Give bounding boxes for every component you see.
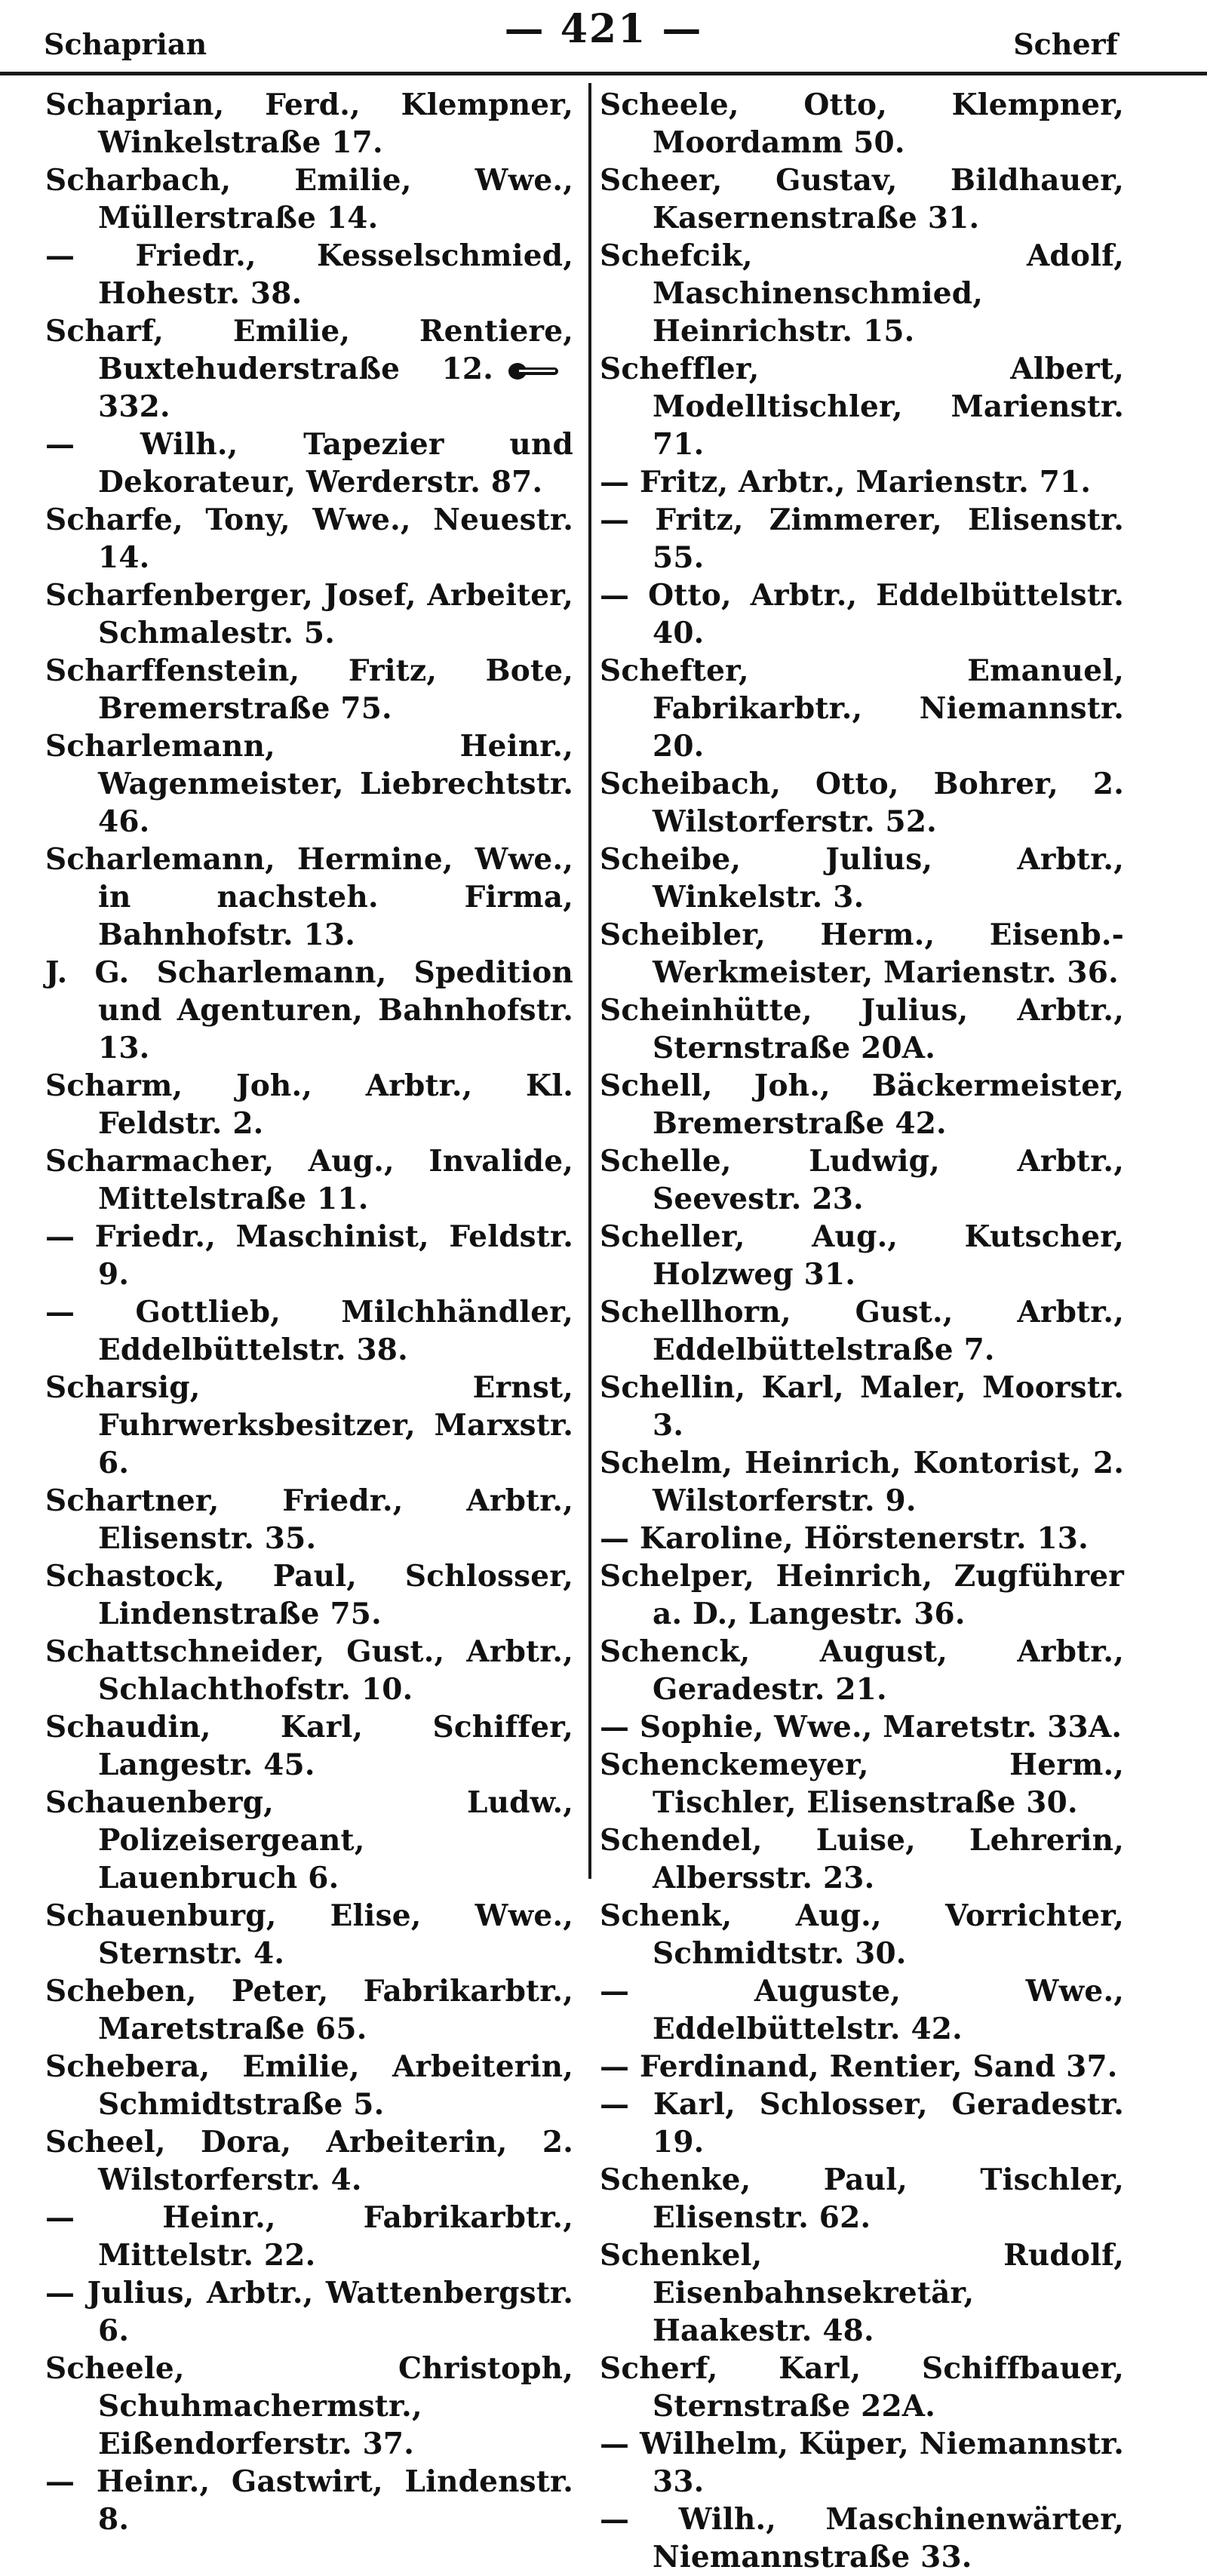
directory-entry: Schenke, Paul, Tischler, Elisenstr. 62.: [600, 2163, 1124, 2235]
directory-entry: Schelper, Heinrich, Zugführer a. D., Langestr. 36.: [600, 1559, 1124, 1631]
directory-entry: — Karl, Schlosser, Geradestr. 19.: [600, 2087, 1124, 2159]
directory-entry: Scheele, Otto, Klempner, Moordamm 50.: [600, 88, 1124, 160]
directory-entry: Scharmacher, Aug., Invalide, Mittelstraße 11.: [45, 1144, 573, 1216]
directory-entry: Scharffenstein, Fritz, Bote, Bremerstraße 75.: [45, 653, 573, 726]
directory-entry: Scharlemann, Hermine, Wwe., in nachsteh. Firma, Bahnhofstr. 13.: [45, 842, 573, 952]
directory-entry: Scheller, Aug., Kutscher, Holzweg 31.: [600, 1219, 1124, 1292]
directory-entry: Scheer, Gustav, Bildhauer, Kasernenstraße 31.: [600, 163, 1124, 235]
directory-entry: Scheele, Christoph, Schuhmachermstr., Eißendorferstr. 37.: [45, 2351, 573, 2461]
directory-entry: Schartner, Friedr., Arbtr., Elisenstr. 35.: [45, 1483, 573, 1556]
directory-entry: Schelle, Ludwig, Arbtr., Seevestr. 23.: [600, 1144, 1124, 1216]
directory-entry: — Otto, Arbtr., Eddelbüttelstr. 40.: [600, 578, 1124, 650]
page-header: [0, 0, 1207, 75]
directory-entry: Scheinhütte, Julius, Arbtr., Sternstraße 20A.: [600, 993, 1124, 1065]
directory-entry: — Friedr., Kesselschmied, Hohestr. 38.: [45, 238, 573, 311]
directory-entry: Scharm, Joh., Arbtr., Kl. Feldstr. 2.: [45, 1068, 573, 1141]
directory-entry: Scharfe, Tony, Wwe., Neuestr. 14.: [45, 503, 573, 575]
directory-entry: Scheffler, Albert, Modelltischler, Marienstr. 71.: [600, 352, 1124, 462]
directory-entry: Schell, Joh., Bäckermeister, Bremerstraße 42.: [600, 1068, 1124, 1141]
directory-entry: Schefter, Emanuel, Fabrikarbtr., Niemannstr. 20.: [600, 653, 1124, 764]
directory-entry: Schaprian, Ferd., Klempner, Winkelstraße 17.: [45, 88, 573, 160]
directory-entry: Schebera, Emilie, Arbeiterin, Schmidtstraße 5.: [45, 2049, 573, 2122]
directory-entry: [45, 312, 573, 426]
telephone-icon: [507, 361, 563, 381]
directory-entry: Scheben, Peter, Fabrikarbtr., Maretstraße 65.: [45, 1974, 573, 2046]
directory-entry: J. G. Scharlemann, Spedition und Agenturen, Bahnhofstr. 13.: [45, 955, 573, 1065]
directory-entry: Scharfenberger, Josef, Arbeiter, Schmalestr. 5.: [45, 578, 573, 650]
directory-entry: Schenkel, Rudolf, Eisenbahnsekretär, Haakestr. 48.: [600, 2238, 1124, 2348]
directory-entry: Scherf, Karl, Schiffbauer, Sternstraße 22A.: [600, 2351, 1124, 2424]
telephone-number: 332.: [98, 389, 170, 424]
directory-entry: Schenck, August, Arbtr., Geradestr. 21.: [600, 1634, 1124, 1707]
directory-entry: Schellin, Karl, Maler, Moorstr. 3.: [600, 1370, 1124, 1443]
directory-entry: Schelm, Heinrich, Kontorist, 2. Wilstorferstr. 9.: [600, 1446, 1124, 1518]
directory-entry: — Fritz, Arbtr., Marienstr. 71.: [600, 465, 1092, 500]
directory-entry: Schefcik, Adolf, Maschinenschmied, Heinrichstr. 15.: [600, 238, 1124, 349]
directory-entry: Schauenberg, Ludw., Polizeisergeant, Lauenbruch 6.: [45, 1785, 573, 1895]
directory-entry: Scharlemann, Heinr., Wagenmeister, Liebrechtstr. 46.: [45, 729, 573, 839]
header-right-catchword: Scherf: [1013, 27, 1118, 61]
directory-entry: — Wilhelm, Küper, Niemannstr. 33.: [600, 2427, 1124, 2499]
directory-entry: — Karoline, Hörstenerstr. 13.: [600, 1521, 1089, 1556]
header-left-catchword: Schaprian: [44, 27, 207, 61]
directory-entry: Schellhorn, Gust., Arbtr., Eddelbüttelstraße 7.: [600, 1295, 1124, 1367]
directory-entry: — Wilh., Maschinenwärter, Niemannstraße 33.: [600, 2502, 1124, 2574]
directory-entry: — Ferdinand, Rentier, Sand 37.: [600, 2049, 1118, 2084]
directory-entry: Schattschneider, Gust., Arbtr., Schlachthofstr. 10.: [45, 1634, 573, 1707]
right-column: [600, 86, 1124, 2576]
entry-text: Scharf, Emilie, Rentiere, Buxtehuderstraße 12.: [45, 314, 573, 386]
directory-entry: Schaudin, Karl, Schiffer, Langestr. 45.: [45, 1710, 573, 1782]
directory-entry: Scharbach, Emilie, Wwe., Müllerstraße 14.: [45, 163, 573, 235]
directory-entry: — Gottlieb, Milchhändler, Eddelbüttelstr. 38.: [45, 1295, 573, 1367]
directory-entry: Scheibler, Herm., Eisenb.-Werkmeister, Marienstr. 36.: [600, 918, 1124, 990]
directory-entry: — Heinr., Fabrikarbtr., Mittelstr. 22.: [45, 2200, 573, 2273]
directory-entry: Schenk, Aug., Vorrichter, Schmidtstr. 30.: [600, 1898, 1124, 1971]
directory-entry: Schendel, Luise, Lehrerin, Albersstr. 23.: [600, 1823, 1124, 1895]
directory-entry: Scharsig, Ernst, Fuhrwerksbesitzer, Marxstr. 6.: [45, 1370, 573, 1480]
directory-entry: Schauenburg, Elise, Wwe., Sternstr. 4.: [45, 1898, 573, 1971]
directory-entry: Schastock, Paul, Schlosser, Lindenstraße 75.: [45, 1559, 573, 1631]
directory-entry: Scheel, Dora, Arbeiterin, 2. Wilstorferstr. 4.: [45, 2125, 573, 2197]
directory-entry: Schenckemeyer, Herm., Tischler, Elisenstraße 30.: [600, 1748, 1124, 1820]
column-divider: [588, 83, 591, 1879]
directory-entry: Scheibach, Otto, Bohrer, 2. Wilstorferstr. 52.: [600, 767, 1124, 839]
directory-entry: — Julius, Arbtr., Wattenbergstr. 6.: [45, 2276, 573, 2348]
directory-entry: — Fritz, Zimmerer, Elisenstr. 55.: [600, 503, 1124, 575]
left-column: [45, 86, 573, 2538]
directory-entry: Scheibe, Julius, Arbtr., Winkelstr. 3.: [600, 842, 1124, 915]
directory-entry: — Heinr., Gastwirt, Lindenstr. 8.: [45, 2464, 573, 2537]
directory-entry: — Sophie, Wwe., Maretstr. 33A.: [600, 1710, 1123, 1744]
page-number: — 421 —: [504, 6, 703, 52]
directory-entry: — Auguste, Wwe., Eddelbüttelstr. 42.: [600, 1974, 1124, 2046]
directory-entry: — Friedr., Maschinist, Feldstr. 9.: [45, 1219, 573, 1292]
directory-entry: — Wilh., Tapezier und Dekorateur, Werderstr. 87.: [45, 427, 573, 500]
